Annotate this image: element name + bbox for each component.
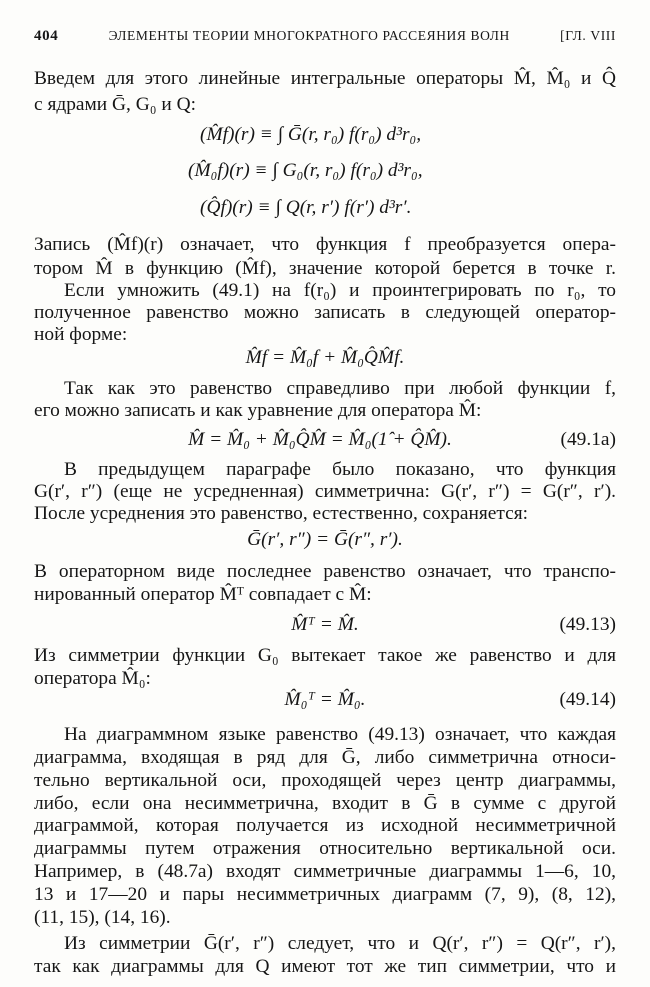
equation-line: Ḡ(r′, r″) = Ḡ(r″, r′). xyxy=(247,529,403,550)
text-line: либо, если она несимметрична, входит в Ḡ в сумме с другой xyxy=(34,793,616,814)
page-header xyxy=(34,28,616,45)
equation-line: M̂ᵀ = M̂. xyxy=(291,614,359,635)
page-number: 404 xyxy=(34,28,59,44)
equation-line: M̂ = M̂₀ + M̂₀Q̂M̂ = M̂₀(1̂ + Q̂M̂). xyxy=(188,429,452,450)
equation-line: (M̂₀f)(r) ≡ ∫ G₀(r, r₀) f(r₀) d³r₀, xyxy=(188,160,423,181)
text-line: Запись (M̂f)(r) означает, что функция f преобразуется опера- xyxy=(34,234,616,255)
text-line: Введем для этого линейные интегральные операторы M̂, M̂₀ и Q̂ xyxy=(34,68,616,89)
text-line: Если умножить (49.1) на f(r₀) и проинтегрировать по r₀, то xyxy=(64,280,616,301)
text-line: диаграммой, которая получается из исходной несимметричной xyxy=(34,815,616,836)
text-line: 13 и 17—20 и пары несимметричных диаграмм (7, 9), (8, 12), xyxy=(34,884,616,905)
text-line: диаграммы путем отражения относительно вертикальной оси. xyxy=(34,838,616,859)
chapter-label: [ГЛ. VIII xyxy=(560,28,616,43)
text-line: В операторном виде последнее равенство означает, что транспо- xyxy=(34,561,616,582)
text-line: Из симметрии функции G₀ вытекает такое же равенство и для xyxy=(34,645,616,666)
equation-line: (M̂f)(r) ≡ ∫ Ḡ(r, r₀) f(r₀) d³r₀, xyxy=(200,124,422,145)
text-line: его можно записать и как уравнение для оператора M̂: xyxy=(34,400,482,421)
text-line: G(r′, r″) (еще не усредненная) симметрична: G(r′, r″) = G(r″, r′). xyxy=(34,481,616,502)
text-line: На диаграммном языке равенство (49.13) означает, что каждая xyxy=(64,724,616,745)
running-title: ЭЛЕМЕНТЫ ТЕОРИИ МНОГОКРАТНОГО РАССЕЯНИЯ ВОЛН xyxy=(108,28,510,43)
equation-number: (49.1а) xyxy=(560,429,616,450)
text-line: полученное равенство можно записать в следующей оператор- xyxy=(34,302,616,323)
text-line: Из симметрии Ḡ(r′, r″) следует, что и Q(r′, r″) = Q(r″, r′), xyxy=(64,933,616,954)
equation-line: M̂f = M̂₀f + M̂₀Q̂M̂f. xyxy=(245,347,405,368)
text-line: тельно вертикальной оси, проходящей через центр диаграммы, xyxy=(34,770,616,791)
text-line: так как диаграммы для Q имеют тот же тип симметрии, что и xyxy=(34,956,616,977)
text-line: Так как это равенство справедливо при любой функции f, xyxy=(64,378,616,399)
text-line: После усреднения это равенство, естественно, сохраняется: xyxy=(34,503,529,524)
equation-line: M̂₀ᵀ = M̂₀. xyxy=(284,689,366,710)
equation-line: (Q̂f)(r) ≡ ∫ Q(r, r′) f(r′) d³r′. xyxy=(200,197,412,218)
text-line: диаграмма, входящая в ряд для Ḡ, либо симметрична относи- xyxy=(34,747,616,768)
text-line: оператора M̂₀: xyxy=(34,668,151,689)
equation-number: (49.14) xyxy=(559,689,616,710)
text-line: с ядрами Ḡ, G₀ и Q: xyxy=(34,94,196,115)
text-line: (11, 15), (14, 16). xyxy=(34,907,171,928)
equation-number: (49.13) xyxy=(559,614,616,635)
text-line: В предыдущем параграфе было показано, что функция xyxy=(64,459,616,480)
text-line: ной форме: xyxy=(34,324,128,345)
text-line: тором M̂ в функцию (M̂f), значение которой берется в точке r. xyxy=(34,258,616,279)
text-line: Например, в (48.7а) входят симметричные диаграммы 1—6, 10, xyxy=(34,861,616,882)
text-line: нированный оператор M̂ᵀ совпадает с M̂: xyxy=(34,584,372,605)
